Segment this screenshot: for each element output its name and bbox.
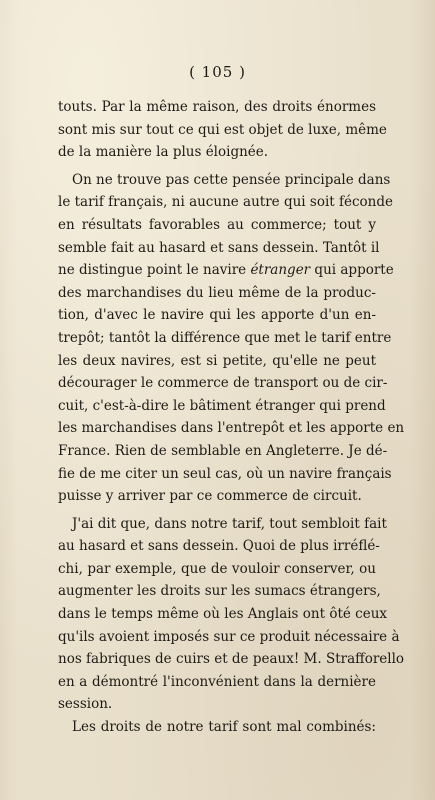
body-text — [58, 96, 405, 739]
page-number: ( 105 ) — [189, 63, 246, 81]
text-line: tion, d'avec le navire qui les apporte d'un en- — [58, 307, 376, 324]
text-line: France. Rien de semblable en Angleterre. Je dé- — [58, 442, 388, 459]
text-line — [58, 259, 394, 282]
text-line: session. — [58, 696, 113, 713]
text-line: nos fabriques de cuirs et de peaux! M. Strafforello — [58, 651, 405, 668]
text-line: trepôt; tantôt la différence que met le tarif entre — [58, 329, 392, 346]
text-line: cuit, c'est-à-dire le bâtiment étranger qui prend — [58, 397, 386, 414]
text-line: de la manière la plus éloignée. — [58, 144, 269, 161]
text-line: dans le temps même où les Anglais ont ôté ceux — [58, 606, 388, 623]
text-line: le tarif français, ni aucune autre qui soit féconde — [58, 194, 393, 211]
text-line: fie de me citer un seul cas, où un navire français — [58, 465, 392, 482]
text-line: sont mis sur tout ce qui est objet de luxe, même — [58, 121, 387, 138]
text-line: touts. Par la même raison, des droits énormes — [58, 99, 376, 115]
text-line: Les droits de notre tarif sont mal combinés: — [72, 719, 376, 736]
text-line: semble fait au hasard et sans dessein. Tantôt il — [58, 239, 380, 256]
text-line: augmenter les droits sur les sumacs étrangers, — [58, 583, 381, 600]
text-line: qu'ils avoient imposés sur ce produit nécessaire à — [58, 628, 400, 645]
text-line: des marchandises du lieu même de la produc- — [58, 284, 376, 301]
text-line: On ne trouve pas cette pensée principale dans — [72, 171, 391, 188]
text-line: au hasard et sans dessein. Quoi de plus irréflé- — [58, 538, 380, 555]
text-line: décourager le commerce de transport ou de cir- — [58, 375, 388, 392]
text-segment: qui apporte — [310, 262, 394, 279]
text-line: les deux navires, est si petite, qu'elle ne peut — [58, 352, 376, 369]
text-line: en a démontré l'inconvénient dans la dernière — [58, 673, 376, 690]
italic-word: étranger — [250, 262, 311, 279]
text-line: J'ai dit que, dans notre tarif, tout sembloit fait — [72, 515, 387, 532]
text-line: puisse y arriver par ce commerce de circuit. — [58, 488, 362, 505]
text-line: en résultats favorables au commerce; tout y — [58, 216, 376, 233]
text-segment: ne distingue point le navire — [58, 262, 251, 279]
text-line: les marchandises dans l'entrepôt et les apporte en — [58, 420, 405, 437]
text-line: chi, par exemple, que de vouloir conserver, ou — [58, 560, 376, 577]
